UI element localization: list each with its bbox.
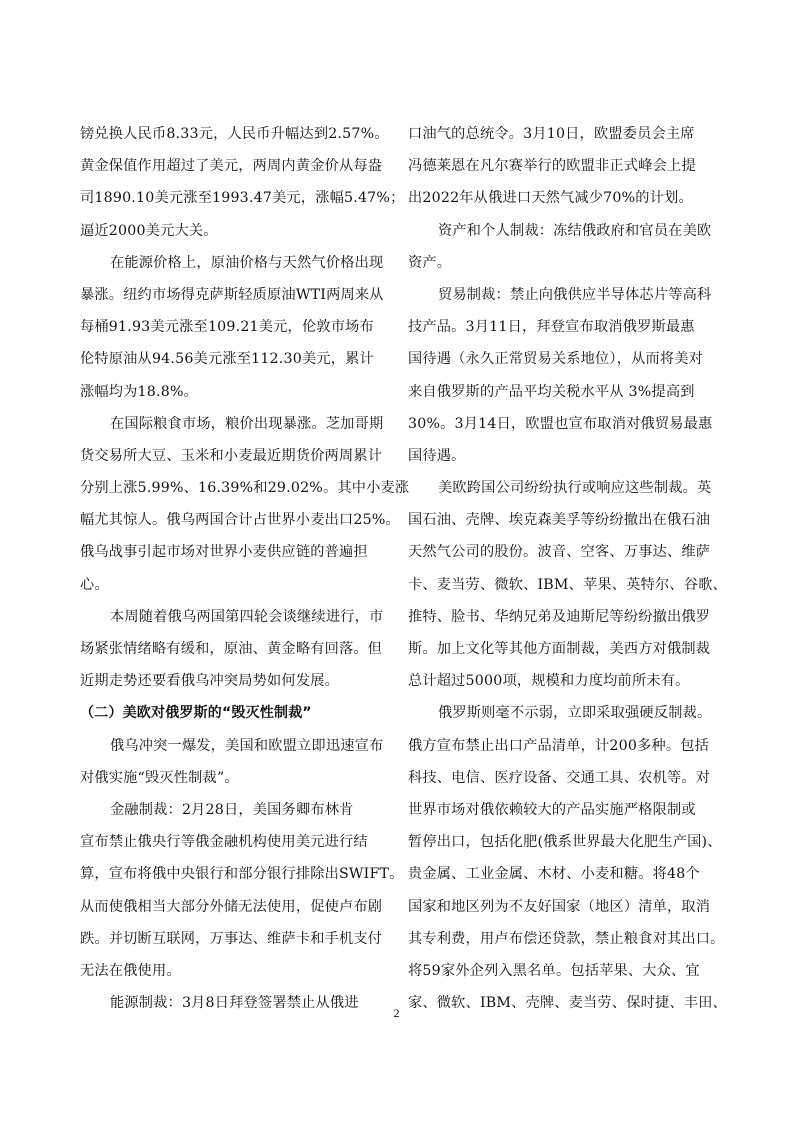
text-line: 总计超过5000项，规模和力度均前所未有。 xyxy=(408,673,690,690)
text-line: 镑兑换人民币8.33元，人民币升幅达到2.57%。 xyxy=(80,126,389,142)
text-line: 资产和个人制裁：冻结俄政府和官员在美欧 xyxy=(438,222,712,239)
text-line: 本周随着俄乌两国第四轮会谈继续进行，市 xyxy=(110,608,384,625)
text-line: 幅尤其惊人。俄乌两国合计占世界小麦出口25%。 xyxy=(80,512,400,529)
text-line: 美欧跨国公司纷纷执行或响应这些制裁。英 xyxy=(438,480,712,497)
text-line: 涨幅均为18.8%。 xyxy=(80,383,199,400)
text-line: 天然气公司的股份。波音、空客、万事达、维萨 xyxy=(408,544,711,561)
text-line: 司1890.10美元涨至1993.47美元，涨幅5.47%； xyxy=(80,190,405,207)
text-line: 冯德莱恩在凡尔赛举行的欧盟非正式峰会上提 xyxy=(408,158,696,175)
text-line: 从而使俄相当大部分外储无法使用，促使卢布剧 xyxy=(80,898,383,915)
text-line: 贵金属、工业金属、木材、小麦和糖。将48个 xyxy=(408,866,700,883)
text-line: 其专利费，用卢布偿还贷款，禁止粮食对其出口。 xyxy=(408,930,725,947)
text-line: 卡、麦当劳、微软、IBM、苹果、英特尔、谷歌、 xyxy=(408,576,727,593)
text-line: 推特、脸书、华纳兄弟及迪斯尼等纷纷撤出俄罗 xyxy=(408,608,711,625)
text-line: 科技、电信、医疗设备、交通工具、农机等。对 xyxy=(408,769,711,786)
text-line: 国家和地区列为不友好国家（地区）清单，取消 xyxy=(408,898,711,915)
text-line: 俄乌战事引起市场对世界小麦供应链的普遍担 xyxy=(80,544,368,561)
text-line: 宣布禁止俄央行等俄金融机构使用美元进行结 xyxy=(80,834,368,851)
left-column xyxy=(80,118,410,1019)
text-line: 算，宣布将俄中央银行和部分银行排除出SWIFT。 xyxy=(80,866,404,883)
text-line: 货交易所大豆、玉米和小麦最近期货价两周累计 xyxy=(80,447,383,464)
text-line: 俄方宣布禁止出口产品清单，计200多种。包括 xyxy=(408,737,710,754)
text-line: 家、微软、IBM、壳牌、麦当劳、保时捷、丰田、 xyxy=(408,995,727,1012)
text-line: 口油气的总统令。3月10日，欧盟委员会主席 xyxy=(408,126,695,142)
text-line: 将59家外企列入黑名单。包括苹果、大众、宜 xyxy=(408,962,700,979)
text-line: 俄乌冲突一爆发，美国和欧盟立即迅速宣布 xyxy=(110,737,384,754)
text-line: 俄罗斯则毫不示弱，立即采取强硬反制裁。 xyxy=(438,705,712,722)
text-line: 国待遇（永久正常贸易关系地位），从而将美对 xyxy=(408,351,704,368)
page-number: 2 xyxy=(393,1006,400,1020)
section-heading: （二）美欧对俄罗斯的“毁灭性制裁” xyxy=(80,705,312,722)
text-line: 国石油、壳牌、埃克森美孚等纷纷撤出在俄石油 xyxy=(408,512,711,529)
text-line: 对俄实施“毁灭性制裁”。 xyxy=(80,769,239,786)
text-line: 近期走势还要看俄乌冲突局势如何发展。 xyxy=(80,673,339,690)
text-line: 斯。加上文化等其他方面制裁，美西方对俄制裁 xyxy=(408,641,711,657)
right-column xyxy=(408,118,727,1019)
text-line: 跌。并切断互联网，万事达、维萨卡和手机支付 xyxy=(80,930,383,947)
text-line: 无法在俄使用。 xyxy=(80,962,181,979)
text-line: 来自俄罗斯的产品平均关税水平从 3%提高到 xyxy=(408,383,695,400)
text-line: 心。 xyxy=(80,576,109,593)
text-line: 30%。3月14日，欧盟也宣布取消对俄贸易最惠 xyxy=(408,415,713,432)
text-line: 国待遇。 xyxy=(408,447,466,464)
text-line: 贸易制裁：禁止向俄供应半导体芯片等高科 xyxy=(438,286,712,303)
text-line: 暴涨。纽约市场得克萨斯轻质原油WTI两周来从 xyxy=(80,286,384,303)
text-line: 每桶91.93美元涨至109.21美元，伦敦市场布 xyxy=(80,319,374,336)
text-line: 伦特原油从94.56美元涨至112.30美元，累计 xyxy=(80,351,374,368)
text-line: 在能源价格上，原油价格与天然气价格出现 xyxy=(110,254,384,271)
text-line: 资产。 xyxy=(408,254,452,271)
text-line: 能源制裁：3月8日拜登签署禁止从俄进 xyxy=(110,995,359,1012)
text-line: 在国际粮食市场，粮价出现暴涨。芝加哥期 xyxy=(110,415,384,432)
text-line: 场紧张情绪略有缓和，原油、黄金略有回落。但 xyxy=(80,641,383,657)
text-line: 分别上涨5.99%、16.39%和29.02%。其中小麦涨 xyxy=(80,480,410,497)
text-line: 黄金保值作用超过了美元，两周内黄金价从每盎 xyxy=(80,158,383,175)
text-line: 技产品。3月11日，拜登宣布取消俄罗斯最惠 xyxy=(408,319,695,336)
text-line: 暂停出口，包括化肥(俄系世界最大化肥生产国)、 xyxy=(408,834,722,851)
text-line: 出2022年从俄进口天然气减少70%的计划。 xyxy=(408,190,693,207)
text-line: 世界市场对俄依赖较大的产品实施严格限制或 xyxy=(408,801,696,818)
text-line: 逼近2000美元大关。 xyxy=(80,222,218,239)
text-line: 金融制裁：2月28日，美国务卿布林肯 xyxy=(110,801,354,818)
